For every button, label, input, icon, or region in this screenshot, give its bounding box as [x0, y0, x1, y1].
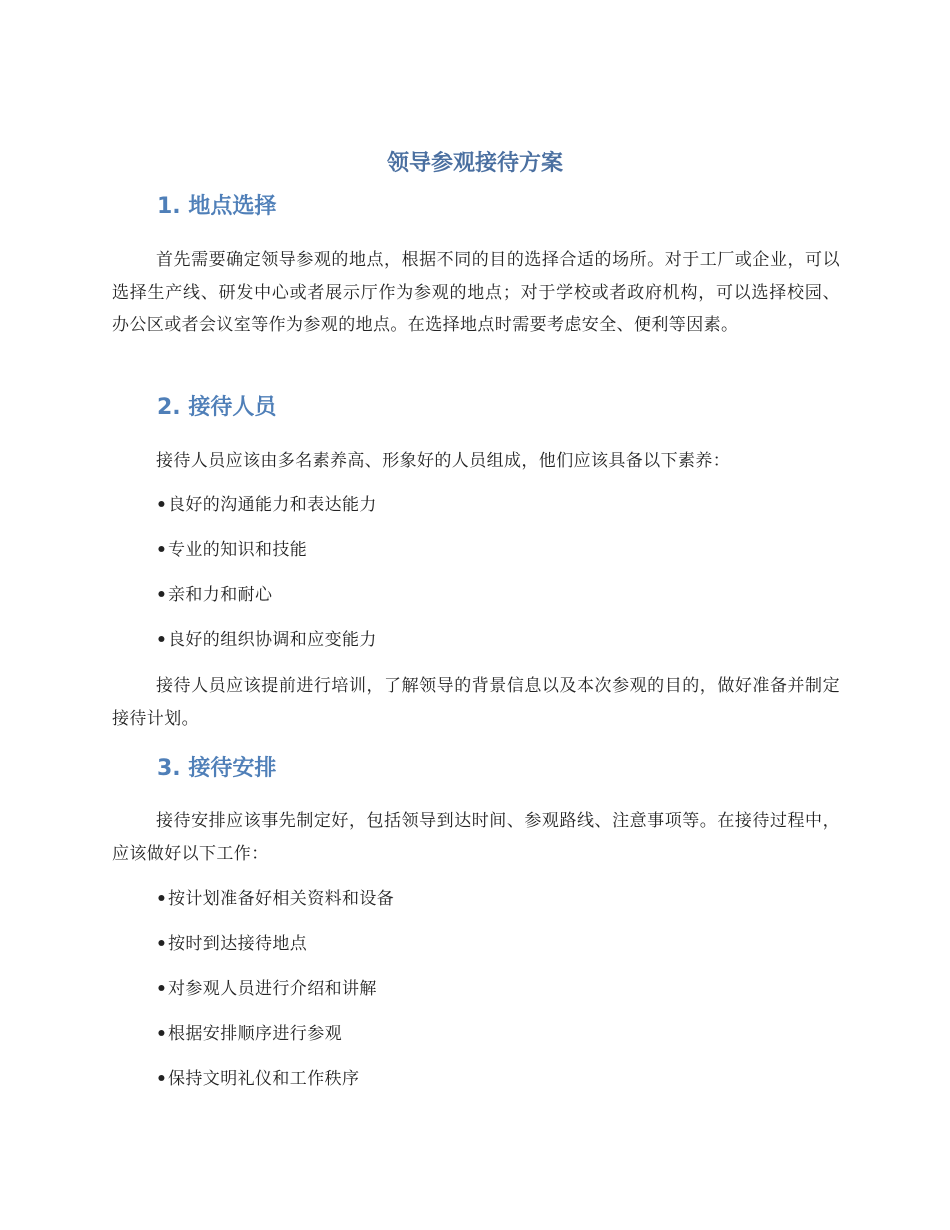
list-item-text: 对参观人员进行介绍和讲解 — [168, 979, 377, 999]
bullet-icon: • — [156, 495, 168, 515]
list-item — [156, 490, 377, 520]
list-item-text: 按计划准备好相关资料和设备 — [168, 889, 395, 909]
list-item — [156, 974, 377, 1004]
list-item — [156, 625, 377, 655]
list-item — [156, 1064, 359, 1094]
bullet-icon: • — [156, 979, 168, 999]
bullet-icon: • — [156, 540, 168, 560]
bullet-icon: • — [156, 630, 168, 650]
list-item-text: 亲和力和耐心 — [168, 585, 273, 605]
list-item-text: 根据安排顺序进行参观 — [168, 1024, 342, 1044]
bullet-icon: • — [156, 934, 168, 954]
section-closing-staff: 接待人员应该提前进行培训，了解领导的背景信息以及本次参观的目的，做好准备并制定接待计划。 — [112, 676, 840, 729]
section-paragraph-location: 首先需要确定领导参观的地点，根据不同的目的选择合适的场所。对于工厂或企业，可以选择生产线、研发中心或者展示厅作为参观的地点；对于学校或者政府机构，可以选择校园、办公区或者会议室等作为参观的地点。在选择地点时需要考虑安全、便利等因素。 — [112, 250, 840, 335]
list-item — [156, 580, 272, 610]
bullet-icon: • — [156, 1024, 168, 1044]
list-item — [156, 884, 394, 914]
section-heading-staff: 2. 接待人员 — [157, 395, 277, 420]
section-intro-staff: 接待人员应该由多名素养高、形象好的人员组成，他们应该具备以下素养： — [156, 451, 731, 471]
bullet-icon: • — [156, 1069, 168, 1089]
bullet-icon: • — [156, 889, 168, 909]
section-heading-location: 1. 地点选择 — [157, 194, 277, 219]
section-intro-arrangement: 接待安排应该事先制定好，包括领导到达时间、参观路线、注意事项等。在接待过程中，应该做好以下工作： — [112, 811, 840, 864]
section-heading-arrangement: 3. 接待安排 — [157, 756, 277, 781]
list-item-text: 良好的沟通能力和表达能力 — [168, 495, 377, 515]
list-item-text: 按时到达接待地点 — [168, 934, 308, 954]
list-item-text: 专业的知识和技能 — [168, 540, 308, 560]
list-item — [156, 929, 307, 959]
list-item — [156, 535, 307, 565]
list-item-text: 良好的组织协调和应变能力 — [168, 630, 377, 650]
list-item — [156, 1019, 342, 1049]
document-title: 领导参观接待方案 — [386, 151, 563, 176]
list-item-text: 保持文明礼仪和工作秩序 — [168, 1069, 360, 1089]
bullet-icon: • — [156, 585, 168, 605]
